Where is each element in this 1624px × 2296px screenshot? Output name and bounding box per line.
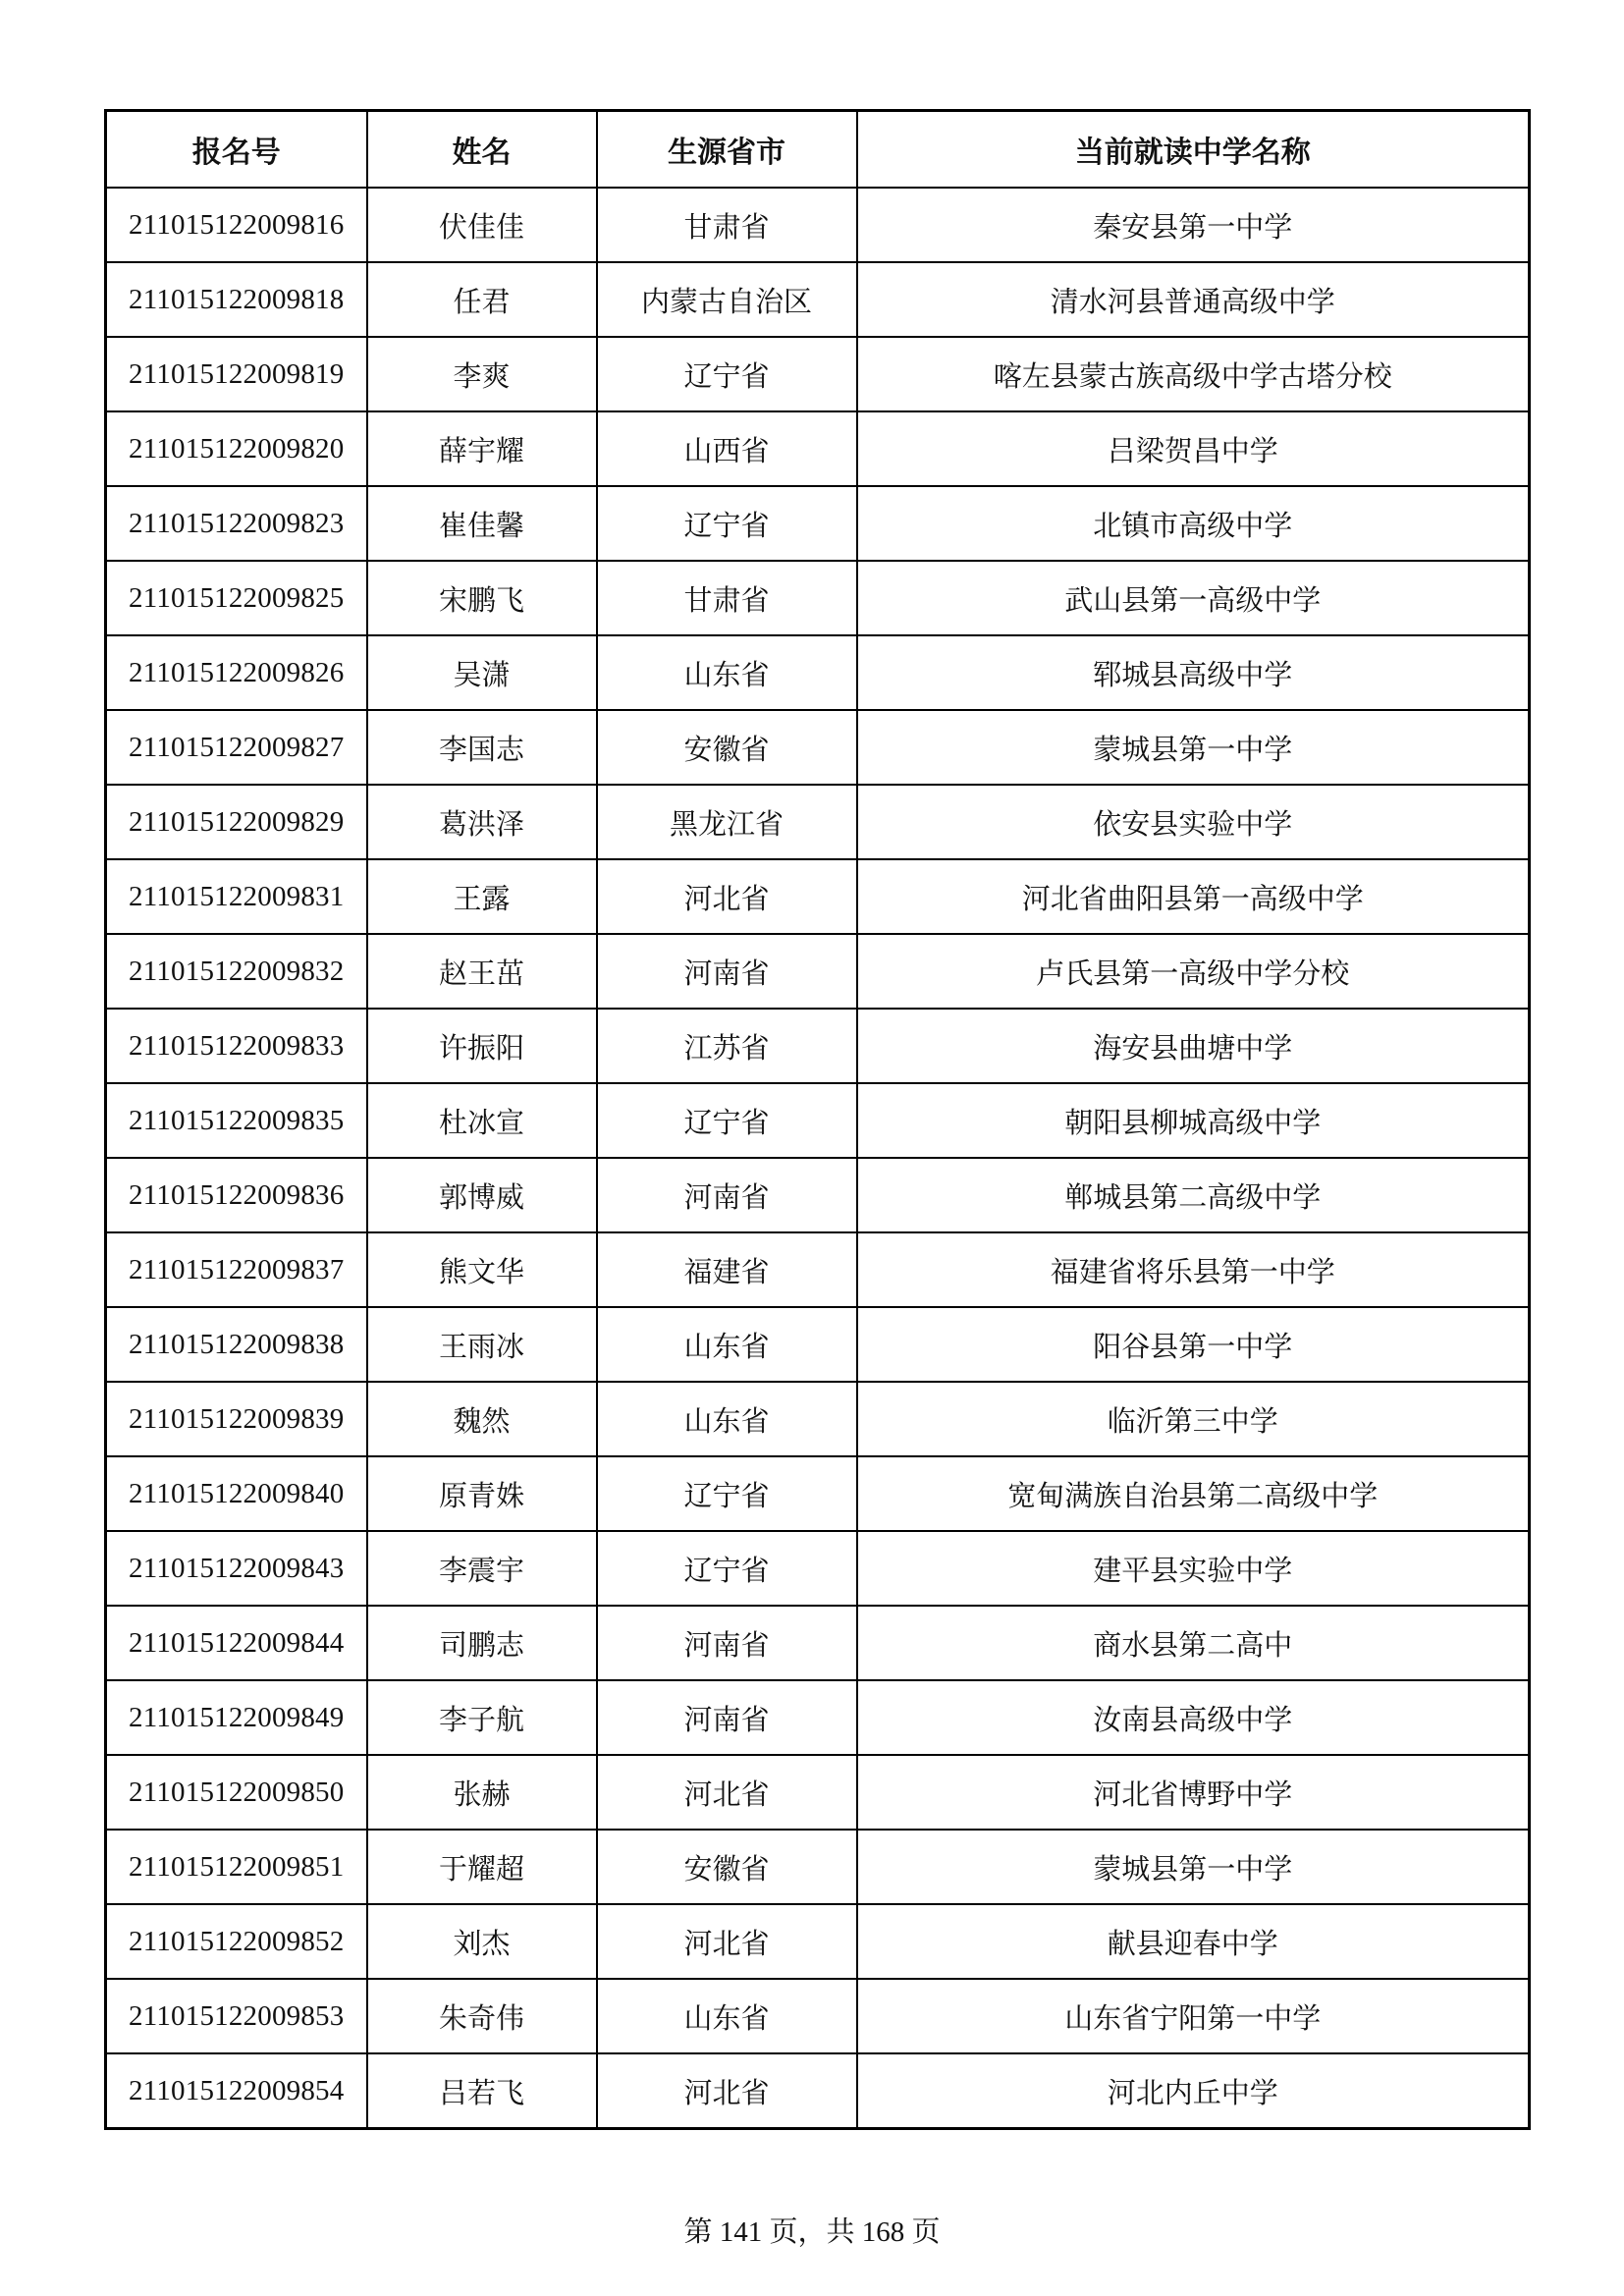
cell-province: 辽宁省 [597, 486, 857, 561]
cell-registration-number: 211015122009819 [106, 337, 367, 411]
cell-registration-number: 211015122009831 [106, 859, 367, 934]
cell-school: 吕梁贺昌中学 [857, 411, 1530, 486]
cell-name: 宋鹏飞 [367, 561, 597, 635]
cell-school: 蒙城县第一中学 [857, 710, 1530, 785]
cell-registration-number: 211015122009839 [106, 1382, 367, 1456]
cell-province: 安徽省 [597, 1830, 857, 1904]
cell-registration-number: 211015122009832 [106, 934, 367, 1009]
cell-name: 薛宇耀 [367, 411, 597, 486]
cell-name: 朱奇伟 [367, 1979, 597, 2053]
table-row [106, 486, 1530, 561]
document-page [104, 109, 1528, 2130]
cell-school: 河北省曲阳县第一高级中学 [857, 859, 1530, 934]
cell-registration-number: 211015122009835 [106, 1083, 367, 1158]
cell-registration-number: 211015122009837 [106, 1232, 367, 1307]
cell-registration-number: 211015122009836 [106, 1158, 367, 1232]
table-row [106, 1606, 1530, 1680]
table-row [106, 2053, 1530, 2129]
cell-school: 商水县第二高中 [857, 1606, 1530, 1680]
cell-school: 山东省宁阳第一中学 [857, 1979, 1530, 2053]
cell-school: 河北省博野中学 [857, 1755, 1530, 1830]
header-province: 生源省市 [597, 111, 857, 189]
table-row [106, 1680, 1530, 1755]
cell-school: 蒙城县第一中学 [857, 1830, 1530, 1904]
cell-name: 赵王茁 [367, 934, 597, 1009]
table-row [106, 1009, 1530, 1083]
cell-province: 河北省 [597, 2053, 857, 2129]
cell-name: 任君 [367, 262, 597, 337]
cell-school: 临沂第三中学 [857, 1382, 1530, 1456]
cell-registration-number: 211015122009823 [106, 486, 367, 561]
cell-province: 山东省 [597, 1307, 857, 1382]
cell-province: 山东省 [597, 1979, 857, 2053]
cell-province: 辽宁省 [597, 1456, 857, 1531]
table-header [106, 111, 1530, 189]
cell-school: 福建省将乐县第一中学 [857, 1232, 1530, 1307]
cell-name: 王雨冰 [367, 1307, 597, 1382]
cell-name: 吕若飞 [367, 2053, 597, 2129]
cell-name: 司鹏志 [367, 1606, 597, 1680]
cell-registration-number: 211015122009825 [106, 561, 367, 635]
table-row [106, 1382, 1530, 1456]
cell-name: 王露 [367, 859, 597, 934]
cell-school: 河北内丘中学 [857, 2053, 1530, 2129]
table-row [106, 635, 1530, 710]
cell-name: 熊文华 [367, 1232, 597, 1307]
cell-registration-number: 211015122009852 [106, 1904, 367, 1979]
cell-registration-number: 211015122009840 [106, 1456, 367, 1531]
table-row [106, 934, 1530, 1009]
cell-school: 秦安县第一中学 [857, 188, 1530, 262]
cell-name: 郭博威 [367, 1158, 597, 1232]
cell-school: 朝阳县柳城高级中学 [857, 1083, 1530, 1158]
cell-registration-number: 211015122009816 [106, 188, 367, 262]
table-row [106, 262, 1530, 337]
cell-registration-number: 211015122009838 [106, 1307, 367, 1382]
cell-name: 吴潇 [367, 635, 597, 710]
cell-name: 伏佳佳 [367, 188, 597, 262]
cell-registration-number: 211015122009818 [106, 262, 367, 337]
cell-name: 李国志 [367, 710, 597, 785]
cell-registration-number: 211015122009853 [106, 1979, 367, 2053]
table-row [106, 1158, 1530, 1232]
cell-school: 武山县第一高级中学 [857, 561, 1530, 635]
cell-name: 刘杰 [367, 1904, 597, 1979]
table-row [106, 859, 1530, 934]
cell-registration-number: 211015122009854 [106, 2053, 367, 2129]
cell-school: 喀左县蒙古族高级中学古塔分校 [857, 337, 1530, 411]
cell-school: 郸城县第二高级中学 [857, 1158, 1530, 1232]
cell-province: 河南省 [597, 1158, 857, 1232]
page-footer: 第 141 页，共 168 页 [683, 2216, 941, 2248]
cell-school: 献县迎春中学 [857, 1904, 1530, 1979]
cell-name: 原青姝 [367, 1456, 597, 1531]
cell-province: 河北省 [597, 1755, 857, 1830]
cell-province: 山东省 [597, 1382, 857, 1456]
cell-province: 甘肃省 [597, 561, 857, 635]
cell-province: 河南省 [597, 934, 857, 1009]
cell-registration-number: 211015122009820 [106, 411, 367, 486]
cell-province: 河北省 [597, 1904, 857, 1979]
cell-province: 内蒙古自治区 [597, 262, 857, 337]
cell-school: 卢氏县第一高级中学分校 [857, 934, 1530, 1009]
cell-registration-number: 211015122009833 [106, 1009, 367, 1083]
cell-registration-number: 211015122009851 [106, 1830, 367, 1904]
cell-name: 崔佳馨 [367, 486, 597, 561]
cell-province: 河北省 [597, 859, 857, 934]
cell-province: 福建省 [597, 1232, 857, 1307]
table-row [106, 710, 1530, 785]
cell-name: 杜冰宣 [367, 1083, 597, 1158]
table-row [106, 1531, 1530, 1606]
cell-registration-number: 211015122009829 [106, 785, 367, 859]
cell-name: 葛洪泽 [367, 785, 597, 859]
header-name: 姓名 [367, 111, 597, 189]
cell-province: 甘肃省 [597, 188, 857, 262]
table-row [106, 1083, 1530, 1158]
table-row [106, 337, 1530, 411]
cell-registration-number: 211015122009850 [106, 1755, 367, 1830]
cell-school: 海安县曲塘中学 [857, 1009, 1530, 1083]
cell-province: 江苏省 [597, 1009, 857, 1083]
cell-name: 魏然 [367, 1382, 597, 1456]
cell-school: 汝南县高级中学 [857, 1680, 1530, 1755]
table-row [106, 1755, 1530, 1830]
cell-name: 许振阳 [367, 1009, 597, 1083]
cell-school: 清水河县普通高级中学 [857, 262, 1530, 337]
cell-school: 郓城县高级中学 [857, 635, 1530, 710]
cell-province: 山东省 [597, 635, 857, 710]
cell-name: 张赫 [367, 1755, 597, 1830]
cell-province: 河南省 [597, 1680, 857, 1755]
cell-registration-number: 211015122009827 [106, 710, 367, 785]
table-row [106, 1904, 1530, 1979]
cell-school: 依安县实验中学 [857, 785, 1530, 859]
cell-province: 河南省 [597, 1606, 857, 1680]
cell-province: 安徽省 [597, 710, 857, 785]
cell-province: 山西省 [597, 411, 857, 486]
cell-name: 李爽 [367, 337, 597, 411]
header-row [106, 111, 1530, 189]
cell-province: 黑龙江省 [597, 785, 857, 859]
table-row [106, 1456, 1530, 1531]
table-row [106, 1979, 1530, 2053]
cell-school: 阳谷县第一中学 [857, 1307, 1530, 1382]
student-table [104, 109, 1531, 2130]
cell-name: 李子航 [367, 1680, 597, 1755]
cell-name: 于耀超 [367, 1830, 597, 1904]
header-registration-number: 报名号 [106, 111, 367, 189]
cell-province: 辽宁省 [597, 337, 857, 411]
table-row [106, 188, 1530, 262]
cell-school: 建平县实验中学 [857, 1531, 1530, 1606]
table-body [106, 188, 1530, 2129]
cell-registration-number: 211015122009843 [106, 1531, 367, 1606]
table-row [106, 1307, 1530, 1382]
cell-registration-number: 211015122009826 [106, 635, 367, 710]
cell-province: 辽宁省 [597, 1083, 857, 1158]
table-row [106, 561, 1530, 635]
cell-province: 辽宁省 [597, 1531, 857, 1606]
cell-school: 宽甸满族自治县第二高级中学 [857, 1456, 1530, 1531]
header-school: 当前就读中学名称 [857, 111, 1530, 189]
cell-school: 北镇市高级中学 [857, 486, 1530, 561]
table-row [106, 1830, 1530, 1904]
cell-name: 李震宇 [367, 1531, 597, 1606]
table-row [106, 785, 1530, 859]
cell-registration-number: 211015122009844 [106, 1606, 367, 1680]
table-row [106, 1232, 1530, 1307]
cell-registration-number: 211015122009849 [106, 1680, 367, 1755]
table-row [106, 411, 1530, 486]
